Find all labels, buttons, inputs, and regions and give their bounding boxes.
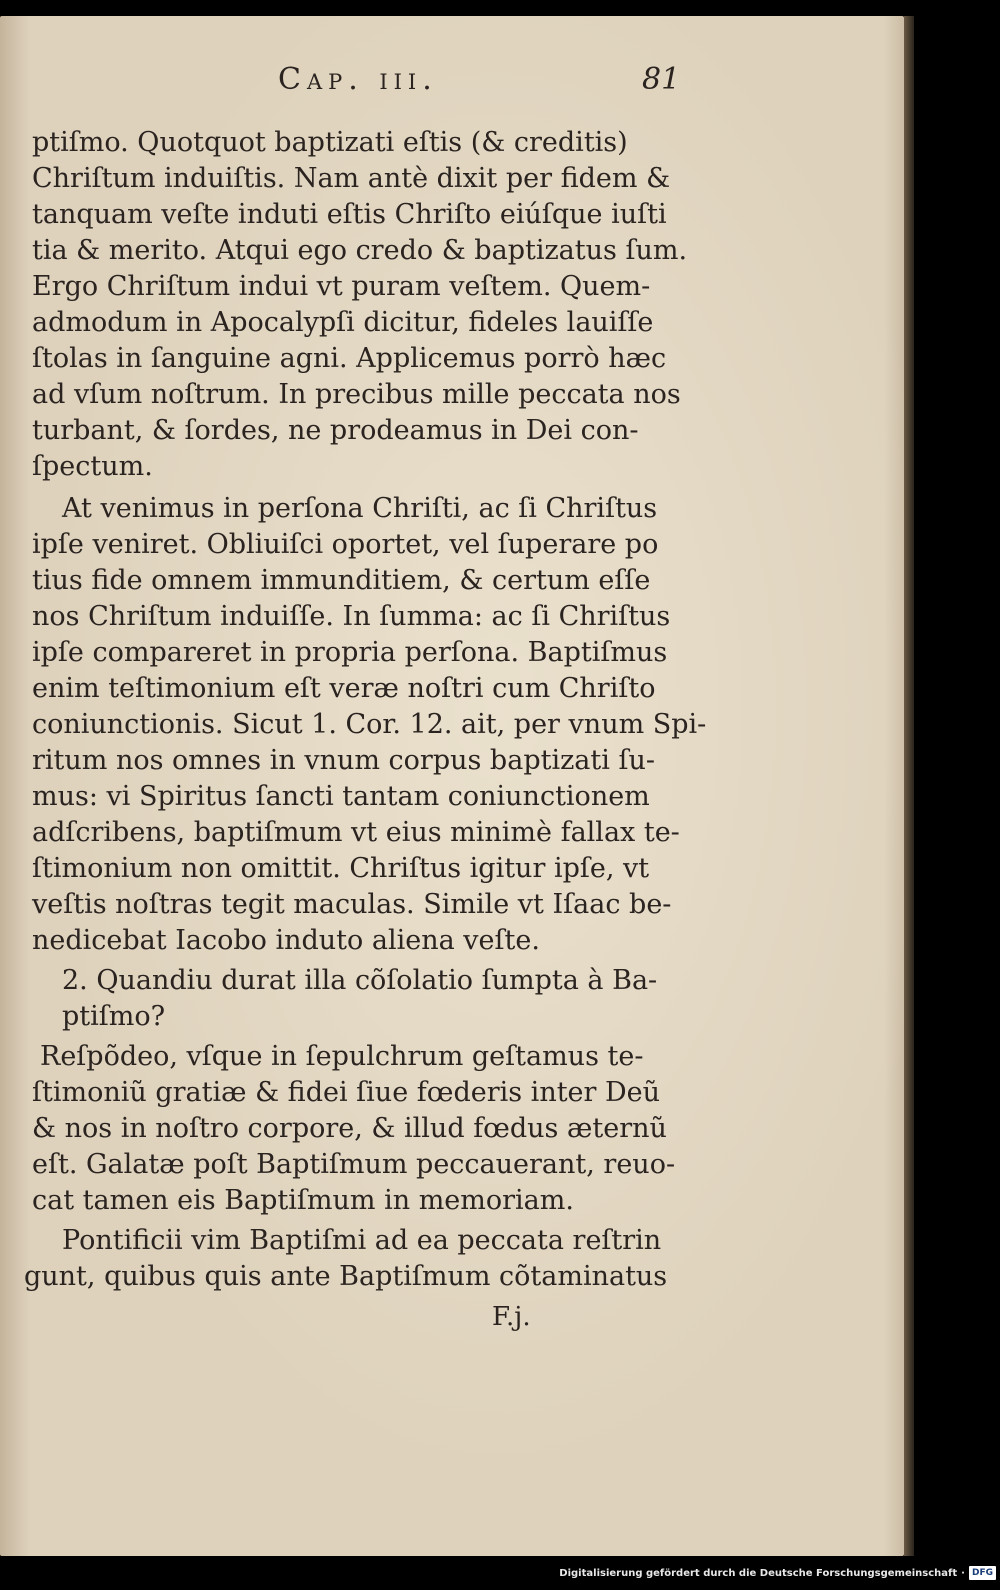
text-line: Pontificii vim Baptiſmi ad ea peccata reſtrin	[62, 1225, 662, 1256]
page-number: 81	[642, 62, 681, 97]
text-line: nedicebat Iacobo induto aliena veſte.	[32, 925, 540, 956]
text-line: turbant, & ſordes, ne prodeamus in Dei con-	[32, 415, 639, 446]
text-line: tanquam veſte induti eſtis Chriſto eiúſque iuſti	[32, 199, 667, 230]
text-line: coniunctionis. Sicut 1. Cor. 12. ait, per vnum Spi-	[32, 709, 707, 740]
text-line: admodum in Apocalypſi dicitur, fideles lauiſſe	[32, 307, 654, 338]
text-line: mus: vi Spiritus ſancti tantam coniunctionem	[32, 781, 650, 812]
text-line: ipſe compareret in propria perſona. Baptiſmus	[32, 637, 668, 668]
chapter-title: Cap. iii.	[278, 62, 438, 97]
running-head	[0, 62, 904, 102]
text-line: veſtis noſtras tegit maculas. Simile vt Iſaac be-	[32, 889, 672, 920]
text-line: ſtimonium non omittit. Chriſtus igitur ipſe, vt	[32, 853, 650, 884]
dfg-logo-icon: DFG	[969, 1566, 996, 1580]
text-line: ſtolas in ſanguine agni. Applicemus porrò hæc	[32, 343, 667, 374]
text-line: enim teſtimonium eſt veræ noſtri cum Chriſto	[32, 673, 656, 704]
text-line: ſtimoniũ gratiæ & fidei ſiue fœderis inter Deũ	[32, 1077, 661, 1108]
signature-mark: F.j.	[492, 1302, 531, 1332]
text-line: ritum nos omnes in vnum corpus baptizati ſu-	[32, 745, 655, 776]
text-line: & nos in noſtro corpore, & illud fœdus æternũ	[32, 1113, 667, 1144]
text-line: At venimus in perſona Chriſti, ac ſi Chriſtus	[62, 493, 658, 524]
credit-text: Digitalisierung gefördert durch die Deutsche Forschungsgemeinschaft	[559, 1567, 958, 1579]
text-line: gunt, quibus quis ante Baptiſmum cõtaminatus	[24, 1261, 668, 1292]
text-line: Chriſtum induiſtis. Nam antè dixit per fidem &	[32, 163, 671, 194]
page-edge	[904, 16, 914, 1556]
text-line: tius fide omnem immunditiem, & certum eſſe	[32, 565, 651, 596]
text-line: ptiſmo?	[62, 1001, 166, 1032]
text-line: ſpectum.	[32, 451, 153, 482]
credit-separator: ·	[961, 1567, 965, 1579]
text-line: eſt. Galatæ poſt Baptiſmum peccauerant, reuo-	[32, 1149, 676, 1180]
text-line: nos Chriſtum induiſſe. In ſumma: ac ſi Chriſtus	[32, 601, 671, 632]
text-line: tia & merito. Atqui ego credo & baptizatus ſum.	[32, 235, 688, 266]
text-line: Reſpõdeo, vſque in ſepulchrum geſtamus te-	[40, 1041, 644, 1072]
text-line: ad vſum noſtrum. In precibus mille peccata nos	[32, 379, 681, 410]
text-line: Ergo Chriſtum indui vt puram veſtem. Quem-	[32, 271, 651, 302]
digitization-credit	[520, 1562, 996, 1584]
text-line: ipſe veniret. Obliuiſci oportet, vel ſuperare po	[32, 529, 659, 560]
text-line: cat tamen eis Baptiſmum in memoriam.	[32, 1185, 574, 1216]
text-line: adſcribens, baptiſmum vt eius minimè fallax te-	[32, 817, 680, 848]
text-line: ptiſmo. Quotquot baptizati eſtis (& creditis)	[32, 127, 628, 158]
text-line: 2. Quandiu durat illa cõſolatio ſumpta à Ba-	[62, 965, 658, 996]
